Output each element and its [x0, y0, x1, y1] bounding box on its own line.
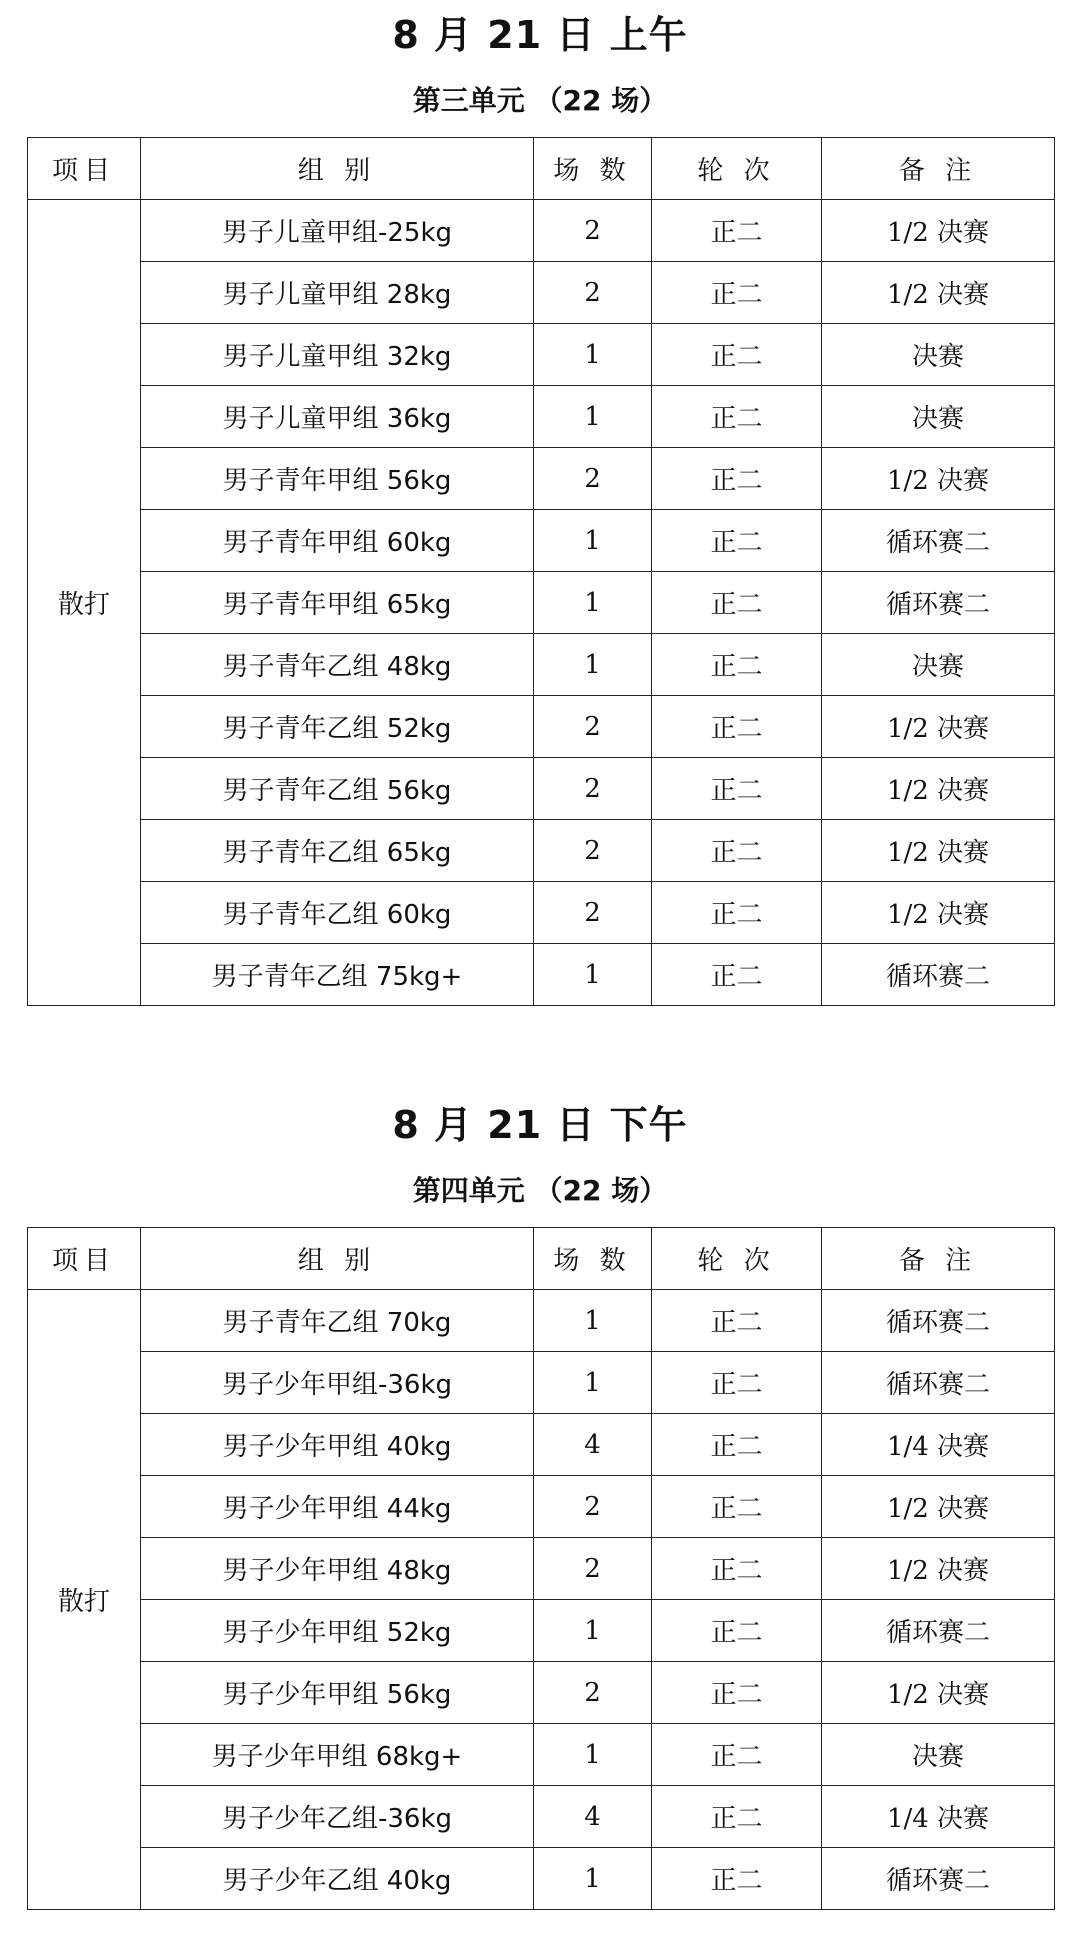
group-cell: 男子少年乙组-36kg: [141, 1786, 534, 1848]
table-row: [28, 1848, 1055, 1910]
count-cell: 1: [534, 944, 652, 1006]
group-cell: 男子儿童甲组 36kg: [141, 386, 534, 448]
note-cell: 1/2 决赛: [822, 262, 1055, 324]
count-cell: 2: [534, 758, 652, 820]
group-cell: 男子少年甲组 48kg: [141, 1538, 534, 1600]
table-row: [28, 510, 1055, 572]
table-row: [28, 324, 1055, 386]
group-cell: 男子少年甲组 56kg: [141, 1662, 534, 1724]
note-cell: 1/2 决赛: [822, 1476, 1055, 1538]
note-cell: 循环赛二: [822, 1352, 1055, 1414]
note-cell: 循环赛二: [822, 1290, 1055, 1352]
schedule-table: [27, 1227, 1055, 1910]
note-cell: 1/2 决赛: [822, 758, 1055, 820]
table-row: [28, 1600, 1055, 1662]
count-cell: 1: [534, 572, 652, 634]
count-cell: 1: [534, 1352, 652, 1414]
note-cell: 循环赛二: [822, 510, 1055, 572]
count-cell: 1: [534, 1724, 652, 1786]
count-cell: 1: [534, 324, 652, 386]
round-cell: 正二: [652, 1538, 822, 1600]
group-cell: 男子青年乙组 52kg: [141, 696, 534, 758]
round-cell: 正二: [652, 1662, 822, 1724]
table-row: [28, 1538, 1055, 1600]
note-cell: 1/4 决赛: [822, 1786, 1055, 1848]
table-row: [28, 634, 1055, 696]
count-cell: 2: [534, 882, 652, 944]
group-cell: 男子少年甲组-36kg: [141, 1352, 534, 1414]
table-body: [28, 1290, 1055, 1910]
project-cell: 散打: [28, 1290, 141, 1910]
count-cell: 4: [534, 1786, 652, 1848]
count-cell: 1: [534, 386, 652, 448]
session-afternoon: [0, 1090, 1080, 1910]
round-cell: 正二: [652, 696, 822, 758]
count-cell: 1: [534, 1290, 652, 1352]
table-row: [28, 882, 1055, 944]
header-project: 项目: [28, 1228, 141, 1290]
note-cell: 1/2 决赛: [822, 696, 1055, 758]
count-cell: 1: [534, 634, 652, 696]
note-cell: 1/2 决赛: [822, 1538, 1055, 1600]
table-row: [28, 262, 1055, 324]
note-cell: 1/4 决赛: [822, 1414, 1055, 1476]
count-cell: 1: [534, 510, 652, 572]
round-cell: 正二: [652, 944, 822, 1006]
group-cell: 男子少年甲组 52kg: [141, 1600, 534, 1662]
round-cell: 正二: [652, 1724, 822, 1786]
count-cell: 2: [534, 1476, 652, 1538]
group-cell: 男子青年甲组 56kg: [141, 448, 534, 510]
header-group: 组 别: [141, 1228, 534, 1290]
table-row: [28, 1786, 1055, 1848]
group-cell: 男子青年甲组 65kg: [141, 572, 534, 634]
header-count: 场 数: [534, 1228, 652, 1290]
round-cell: 正二: [652, 572, 822, 634]
note-cell: 循环赛二: [822, 1600, 1055, 1662]
header-note: 备 注: [822, 138, 1055, 200]
round-cell: 正二: [652, 1786, 822, 1848]
round-cell: 正二: [652, 634, 822, 696]
table-row: [28, 1476, 1055, 1538]
round-cell: 正二: [652, 1600, 822, 1662]
group-cell: 男子青年甲组 60kg: [141, 510, 534, 572]
group-cell: 男子少年甲组 68kg+: [141, 1724, 534, 1786]
table-row: [28, 200, 1055, 262]
project-cell: 散打: [28, 200, 141, 1006]
count-cell: 1: [534, 1600, 652, 1662]
table-row: [28, 386, 1055, 448]
count-cell: 2: [534, 200, 652, 262]
table-row: [28, 1352, 1055, 1414]
note-cell: 1/2 决赛: [822, 820, 1055, 882]
round-cell: 正二: [652, 448, 822, 510]
table-row: [28, 572, 1055, 634]
note-cell: 循环赛二: [822, 1848, 1055, 1910]
table-header-row: [28, 138, 1055, 200]
table-row: [28, 944, 1055, 1006]
header-project: 项目: [28, 138, 141, 200]
group-cell: 男子少年乙组 40kg: [141, 1848, 534, 1910]
header-count: 场 数: [534, 138, 652, 200]
table-body: [28, 200, 1055, 1006]
header-round: 轮 次: [652, 138, 822, 200]
round-cell: 正二: [652, 1414, 822, 1476]
count-cell: 2: [534, 1662, 652, 1724]
note-cell: 决赛: [822, 386, 1055, 448]
group-cell: 男子少年甲组 40kg: [141, 1414, 534, 1476]
group-cell: 男子青年乙组 70kg: [141, 1290, 534, 1352]
note-cell: 1/2 决赛: [822, 1662, 1055, 1724]
round-cell: 正二: [652, 510, 822, 572]
date-title: 8 月 21 日 上午: [392, 13, 688, 57]
table-row: [28, 696, 1055, 758]
group-cell: 男子青年乙组 75kg+: [141, 944, 534, 1006]
note-cell: 1/2 决赛: [822, 882, 1055, 944]
group-cell: 男子儿童甲组 28kg: [141, 262, 534, 324]
round-cell: 正二: [652, 820, 822, 882]
round-cell: 正二: [652, 882, 822, 944]
note-cell: 循环赛二: [822, 944, 1055, 1006]
round-cell: 正二: [652, 758, 822, 820]
header-group: 组 别: [141, 138, 534, 200]
table-row: [28, 758, 1055, 820]
unit-title: 第四单元 （22 场）: [412, 1174, 668, 1207]
round-cell: 正二: [652, 1352, 822, 1414]
note-cell: 决赛: [822, 1724, 1055, 1786]
group-cell: 男子儿童甲组-25kg: [141, 200, 534, 262]
schedule-table: [27, 137, 1055, 1006]
header-round: 轮 次: [652, 1228, 822, 1290]
note-cell: 循环赛二: [822, 572, 1055, 634]
round-cell: 正二: [652, 200, 822, 262]
group-cell: 男子青年乙组 56kg: [141, 758, 534, 820]
table-row: [28, 1414, 1055, 1476]
group-cell: 男子青年乙组 48kg: [141, 634, 534, 696]
round-cell: 正二: [652, 1848, 822, 1910]
count-cell: 1: [534, 1848, 652, 1910]
table-row: [28, 1724, 1055, 1786]
note-cell: 决赛: [822, 634, 1055, 696]
round-cell: 正二: [652, 324, 822, 386]
group-cell: 男子青年乙组 65kg: [141, 820, 534, 882]
group-cell: 男子少年甲组 44kg: [141, 1476, 534, 1538]
round-cell: 正二: [652, 1290, 822, 1352]
table-row: [28, 820, 1055, 882]
note-cell: 1/2 决赛: [822, 448, 1055, 510]
table-row: [28, 1290, 1055, 1352]
round-cell: 正二: [652, 262, 822, 324]
table-row: [28, 1662, 1055, 1724]
note-cell: 1/2 决赛: [822, 200, 1055, 262]
count-cell: 2: [534, 1538, 652, 1600]
table-header-row: [28, 1228, 1055, 1290]
count-cell: 4: [534, 1414, 652, 1476]
group-cell: 男子青年乙组 60kg: [141, 882, 534, 944]
table-row: [28, 448, 1055, 510]
unit-title: 第三单元 （22 场）: [412, 84, 668, 117]
header-note: 备 注: [822, 1228, 1055, 1290]
date-title: 8 月 21 日 下午: [392, 1103, 688, 1147]
group-cell: 男子儿童甲组 32kg: [141, 324, 534, 386]
round-cell: 正二: [652, 1476, 822, 1538]
note-cell: 决赛: [822, 324, 1055, 386]
count-cell: 2: [534, 820, 652, 882]
count-cell: 2: [534, 448, 652, 510]
count-cell: 2: [534, 262, 652, 324]
count-cell: 2: [534, 696, 652, 758]
round-cell: 正二: [652, 386, 822, 448]
